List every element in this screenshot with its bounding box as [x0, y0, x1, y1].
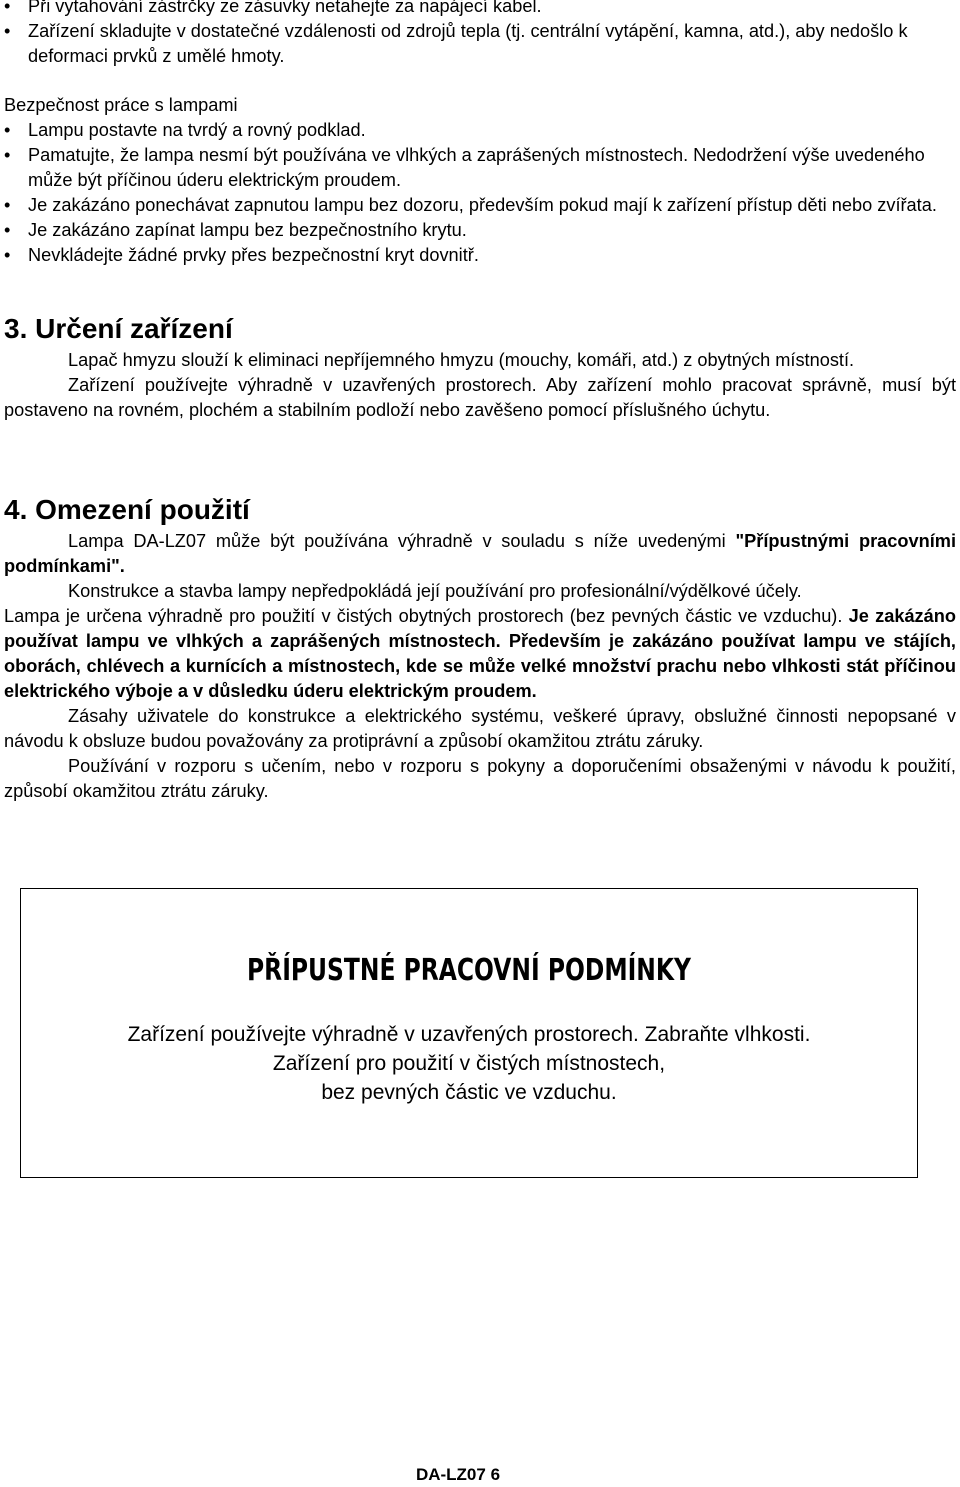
paragraph: [4, 529, 956, 579]
paragraph-text: Používání v rozporu s učením, nebo v rozporu s pokyny a doporučeními obsaženými v návodu k použití, způsobí okamžitou ztrátu záruky.: [4, 756, 956, 801]
lamp-safety-list: [0, 118, 958, 268]
list-item: • Zařízení skladujte v dostatečné vzdálenosti od zdrojů tepla (tj. centrální vytápění, kamna, atd.), aby nedošlo k deformaci prvků z umělé hmoty.: [0, 19, 954, 69]
section-4-body: [4, 529, 956, 804]
paragraph-text: Lapač hmyzu slouží k eliminaci nepříjemného hmyzu (mouchy, komáři, atd.) z obytných místností.: [68, 350, 855, 370]
top-bullet-list: [0, 0, 958, 69]
list-item: • Je zakázáno ponechávat zapnutou lampu bez dozoru, především pokud mají k zařízení přístup děti nebo zvířata.: [0, 193, 954, 218]
notice-line: Zařízení používejte výhradně v uzavřených prostorech. Zabraňte vlhkosti.: [127, 1023, 811, 1046]
paragraph-text: Konstrukce a stavba lampy nepředpokládá její používání pro profesionální/výdělkové účely.: [68, 581, 802, 601]
list-item: • Nevkládejte žádné prvky přes bezpečnostní kryt dovnitř.: [0, 243, 954, 268]
section-4-title: 4. Omezení použití: [4, 494, 250, 525]
paragraph-text: Zařízení používejte výhradně v uzavřených prostorech. Aby zařízení mohlo pracovat správně, musí být postaveno na rovném, plochém a stabilním podloží nebo zavěšeno pomocí příslušného úchytu.: [4, 375, 956, 420]
paragraph-bold-text: Je zakázáno používat lampu ve vlhkých a zaprášených místnostech. Především je zakázáno používat lampu ve stájích, oborách, chlévech a kurnících a místnostech, kde se může velké množství prachu nebo vlhkosti stát příčinou elektrického výboje a v důsledku úderu elektrickým proudem.: [4, 606, 956, 701]
list-item: • Při vytahování zástrčky ze zásuvky netahejte za napájecí kabel.: [0, 0, 954, 19]
section-3-title: 3. Určení zařízení: [4, 313, 233, 344]
working-conditions-title: PŘÍPUSTNÉ PRACOVNÍ PODMÍNKY: [247, 953, 691, 988]
paragraph-text: Lampa je určena výhradně pro použití v čistých obytných prostorech (bez pevných částic ve vzduchu).: [4, 606, 843, 626]
paragraph-bold-text: "Přípustnými pracovními podmínkami".: [4, 531, 957, 576]
paragraph: [4, 373, 956, 423]
paragraph: [4, 348, 956, 373]
section-3-body: [4, 348, 956, 423]
paragraph: [4, 604, 956, 704]
paragraph-text: Lampa DA-LZ07 může být používána výhradně v souladu s níže uvedenými: [68, 531, 736, 551]
notice-line: bez pevných částic ve vzduchu.: [321, 1081, 617, 1104]
paragraph: [4, 704, 956, 754]
list-item: • Je zakázáno zapínat lampu bez bezpečnostního krytu.: [0, 218, 954, 243]
paragraph: [4, 579, 956, 604]
working-conditions-text: [21, 1020, 917, 1107]
paragraph: [4, 754, 956, 804]
list-item: • Lampu postavte na tvrdý a rovný podklad.: [0, 118, 954, 143]
paragraph-text: Zásahy uživatele do konstrukce a elektrického systému, veškeré úpravy, obslužné činnosti nepopsané v návodu k obsluze budou považovány za protiprávní a způsobí okamžitou ztrátu záruky.: [4, 706, 956, 751]
list-item: • Pamatujte, že lampa nesmí být používána ve vlhkých a zaprášených místnostech. Nedodržení výše uvedeného může být příčinou úderu elektrickým proudem.: [0, 143, 954, 193]
page-footer: DA-LZ07 6: [415, 1465, 501, 1484]
working-conditions-box: [20, 888, 918, 1178]
lamp-safety-heading: Bezpečnost práce s lampami: [4, 95, 238, 115]
notice-line: Zařízení pro použití v čistých místnostech,: [272, 1052, 666, 1075]
